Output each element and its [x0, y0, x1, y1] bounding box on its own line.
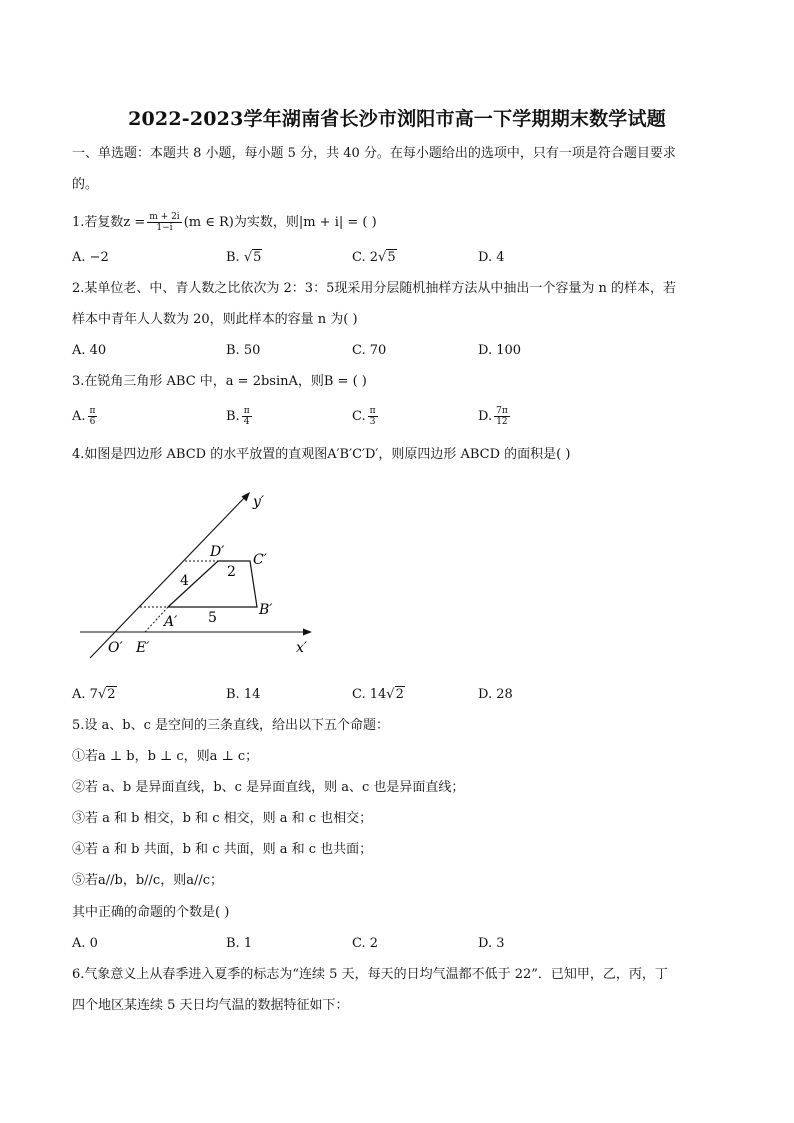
- q5-option-b: B. 1: [226, 936, 253, 951]
- section-header-line-2: 的。: [72, 177, 99, 192]
- q3-b-num: π: [243, 406, 250, 416]
- q1-frac-num: m + 2i: [149, 212, 180, 222]
- q5-proposition-3: ③若 a 和 b 相交，b 和 c 相交，则 a 和 c 也相交；: [72, 811, 373, 826]
- q2-option-d: D. 100: [478, 343, 522, 358]
- label-d: D′: [210, 544, 225, 560]
- label-b: B′: [259, 602, 273, 618]
- q4-option-b: B. 14: [226, 687, 261, 702]
- q5-option-d: D. 3: [478, 936, 505, 951]
- q5-question: 其中正确的命题的个数是( ): [72, 905, 230, 920]
- q3-option-c-fraction: [368, 406, 378, 427]
- q5-proposition-1: ①若a ⊥ b，b ⊥ c，则a ⊥ c；: [72, 749, 259, 764]
- q3-option-d-fraction: [494, 406, 510, 427]
- q4-option-a-label: A. 7: [72, 687, 98, 702]
- q1-prefix: 1.若复数z =: [72, 215, 146, 230]
- q3-option-c: [352, 406, 380, 427]
- q3-d-num: 7π: [496, 406, 508, 416]
- q1-option-b-label: B.: [226, 250, 244, 265]
- q3-b-den: 4: [243, 417, 250, 427]
- label-x: x′: [296, 640, 308, 656]
- question-2-line-2: 样本中青年人人数为 20，则此样本的容量 n 为( ): [72, 312, 358, 327]
- label-e: E′: [136, 640, 150, 656]
- q1-option-b: [226, 249, 262, 267]
- sqrt-symbol: √5: [243, 250, 262, 265]
- q2-option-a: A. 40: [72, 343, 107, 358]
- label-5: 5: [208, 610, 217, 626]
- q2-option-b: B. 50: [226, 343, 261, 358]
- q5-proposition-4: ④若 a 和 b 共面，b 和 c 共面，则 a 和 c 也共面；: [72, 842, 373, 857]
- x-axis-arrow: [303, 629, 312, 636]
- q3-option-a-label: A.: [72, 409, 86, 424]
- q1-option-b-radicand: 5: [253, 250, 262, 265]
- q1-option-c-label: C. 2: [352, 250, 379, 265]
- q3-option-a-fraction: [88, 406, 98, 427]
- q1-frac-den: 1−i: [156, 223, 173, 233]
- q5-option-a: A. 0: [72, 936, 98, 951]
- label-o: O′: [108, 640, 123, 656]
- q1-option-d: D. 4: [478, 250, 505, 265]
- q4-option-d: D. 28: [478, 687, 513, 702]
- page-title: 2022-2023学年湖南省长沙市浏阳市高一下学期期末数学试题: [128, 108, 666, 130]
- q1-option-a: A. −2: [72, 250, 109, 265]
- y-axis: [90, 496, 246, 658]
- q3-option-b: [226, 406, 254, 427]
- q4-option-a: [72, 686, 117, 704]
- label-c: C′: [253, 552, 267, 568]
- q3-option-c-label: C.: [352, 409, 366, 424]
- section-header-line-1: 一、单选题：本题共 8 小题，每小题 5 分，共 40 分。在每小题给出的选项中，只有一项是符合题目要求: [72, 146, 676, 161]
- q3-d-den: 12: [496, 417, 508, 427]
- q3-c-num: π: [369, 406, 376, 416]
- label-2: 2: [227, 564, 236, 580]
- label-4: 4: [180, 573, 189, 589]
- q3-a-num: π: [89, 406, 96, 416]
- question-3: 3.在锐角三角形 ABC 中，a = 2bsinA，则B = ( ): [72, 374, 367, 389]
- q5-proposition-2: ②若 a、b 是异面直线，b、c 是异面直线，则 a、c 也是异面直线；: [72, 780, 465, 795]
- q1-option-c: [352, 249, 397, 267]
- q2-option-c: C. 70: [352, 343, 387, 358]
- sqrt-symbol: √2: [97, 687, 116, 702]
- question-4: 4.如图是四边形 ABCD 的水平放置的直观图A′B′C′D′，则原四边形 ABCD 的面积是( ): [72, 447, 571, 462]
- q3-option-b-label: B.: [226, 409, 240, 424]
- q3-option-d: [478, 406, 512, 427]
- question-5: 5.设 a、b、c 是空间的三条直线，给出以下五个命题：: [72, 718, 390, 733]
- q1-option-c-radicand: 5: [387, 250, 396, 265]
- question-6-line-2: 四个地区某连续 5 天日均气温的数据特征如下：: [72, 998, 349, 1013]
- q3-option-d-label: D.: [478, 409, 493, 424]
- question-2-line-1: 2.某单位老、中、青人数之比依次为 2：3：5现采用分层随机抽样方法从中抽出一个容量为 n 的样本，若: [72, 281, 676, 296]
- q3-c-den: 3: [369, 417, 376, 427]
- q4-option-c-label: C. 14: [352, 687, 387, 702]
- q3-a-den: 6: [89, 417, 96, 427]
- q4-option-a-radicand: 2: [107, 687, 116, 702]
- q1-fraction: [147, 212, 181, 233]
- question-1: [72, 212, 377, 233]
- q4-option-c-radicand: 2: [395, 687, 404, 702]
- label-y: y′: [253, 494, 265, 510]
- sqrt-symbol: √2: [386, 687, 404, 702]
- q5-proposition-5: ⑤若a//b，b//c，则a//c；: [72, 873, 223, 888]
- q3-option-a: [72, 406, 99, 427]
- sqrt-symbol: √5: [378, 250, 396, 265]
- q5-option-c: C. 2: [352, 936, 379, 951]
- q4-option-c: [352, 686, 405, 704]
- label-a: A′: [164, 614, 178, 630]
- q3-option-b-fraction: [242, 406, 252, 427]
- q1-suffix: (m ∈ R)为实数，则|m + i| = ( ): [183, 215, 377, 230]
- question-6-line-1: 6.气象意义上从春季进入夏季的标志为“连续 5 天，每天的日均气温都不低于 22”．已知甲，乙，丙，丁: [72, 967, 668, 982]
- q4-figure: [72, 482, 332, 662]
